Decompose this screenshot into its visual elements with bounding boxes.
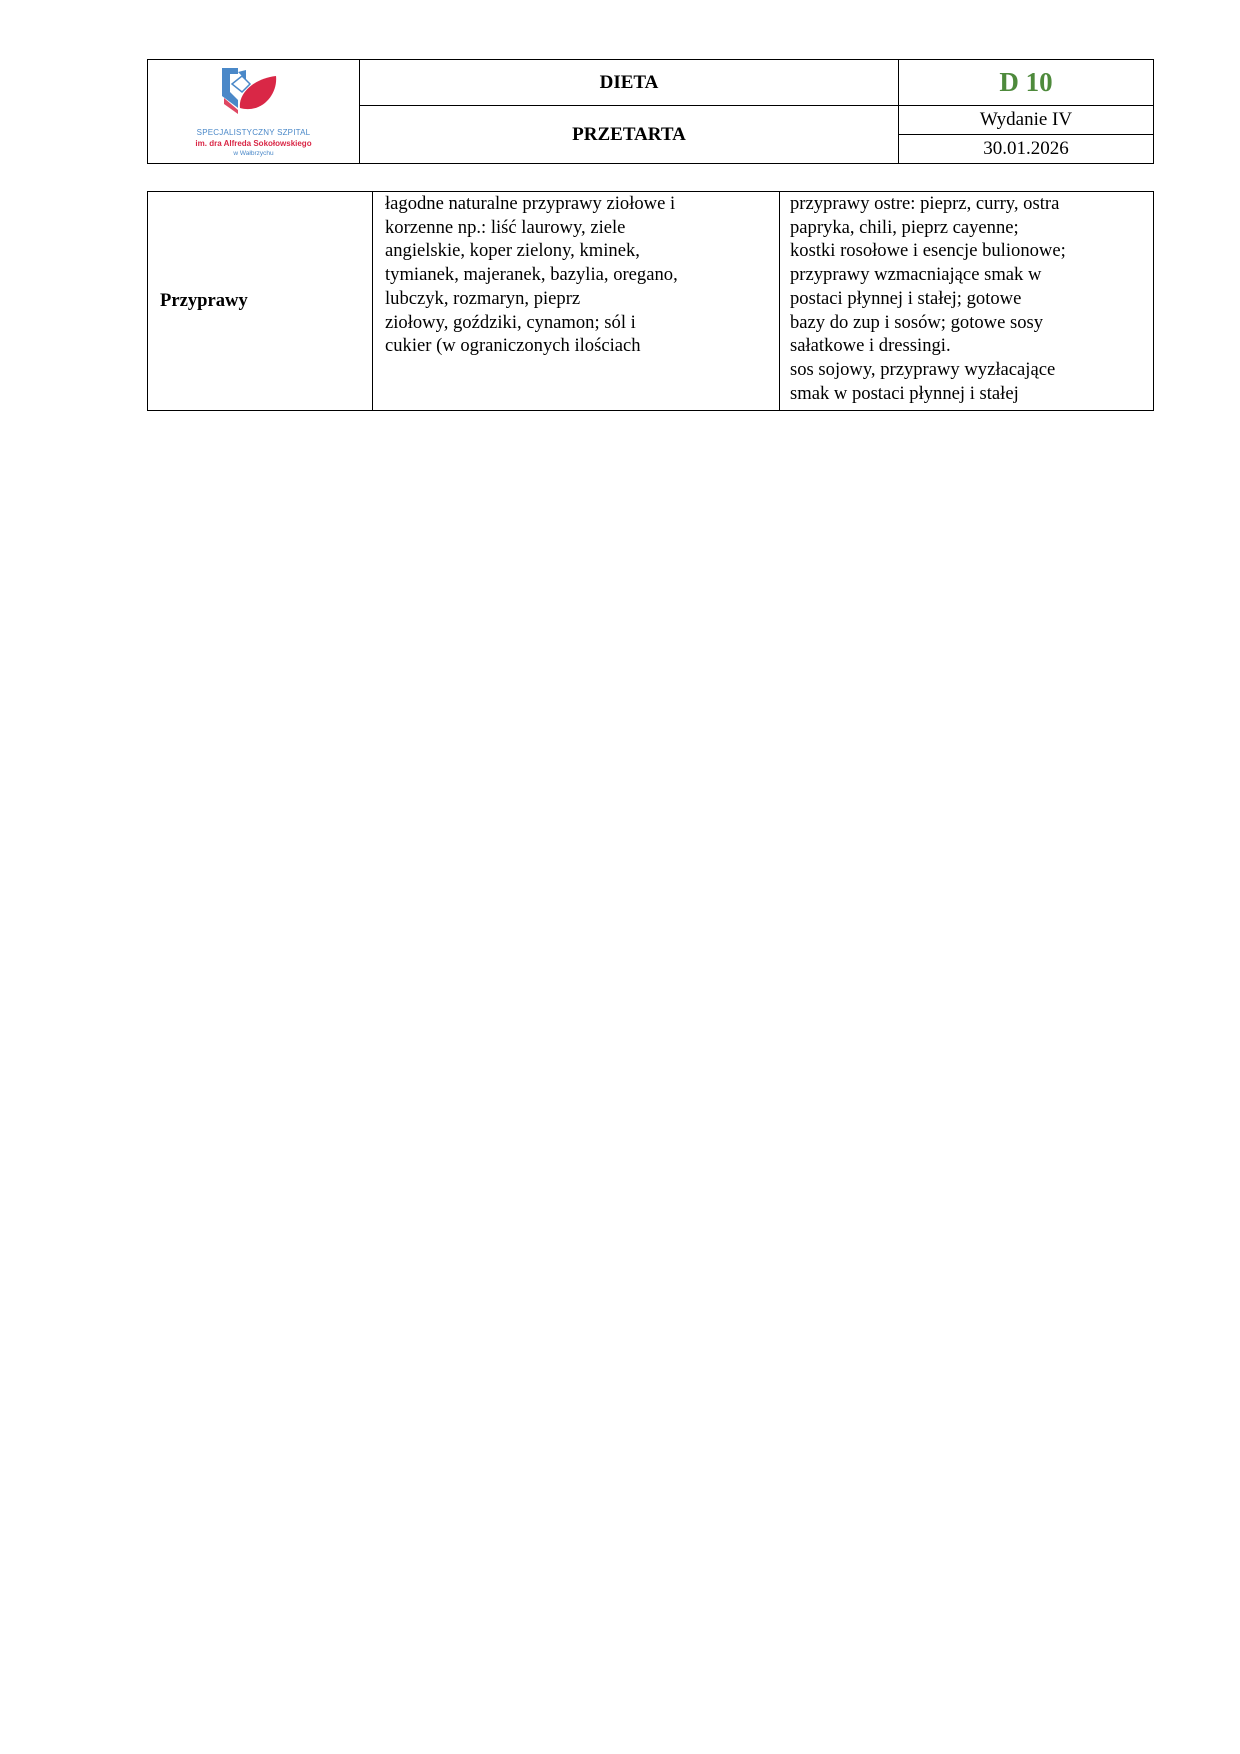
logo-cell <box>148 60 360 164</box>
allowed-line: angielskie, koper zielony, kminek, <box>385 240 640 262</box>
diet-table <box>147 191 1154 411</box>
header-title-bottom: PRZETARTA <box>360 106 899 164</box>
allowed-line: ziołowy, goździki, cynamon; sól i <box>385 311 636 333</box>
logo-line-2: im. dra Alfreda Sokołowskiego <box>195 139 312 148</box>
row-label: Przyprawy <box>148 192 373 411</box>
forbidden-line: postaci płynnej i stałej; gotowe <box>790 287 1022 309</box>
logo-line-3: w Wałbrzychu <box>233 150 274 157</box>
edition-label: Wydanie IV <box>899 106 1154 135</box>
forbidden-line: smak w postaci płynnej i stałej <box>790 382 1019 404</box>
allowed-line: tymianek, majeranek, bazylia, oregano, <box>385 264 678 286</box>
hospital-logo-icon <box>216 66 296 126</box>
forbidden-line: przyprawy wzmacniające smak w <box>790 264 1042 286</box>
logo-line-1: SPECJALISTYCZNY SZPITAL <box>196 128 311 137</box>
forbidden-line: sałatkowe i dressingi. <box>790 335 951 357</box>
hospital-logo <box>148 60 359 163</box>
allowed-cell <box>373 192 780 411</box>
allowed-line: łagodne naturalne przyprawy ziołowe i <box>385 193 676 214</box>
diet-code: D 10 <box>899 60 1154 106</box>
header-title-top: DIETA <box>360 60 899 106</box>
allowed-line: korzenne np.: liść laurowy, ziele <box>385 216 626 238</box>
forbidden-line: papryka, chili, pieprz cayenne; <box>790 216 1019 238</box>
forbidden-line: przyprawy ostre: pieprz, curry, ostra <box>790 193 1060 214</box>
forbidden-line: sos sojowy, przyprawy wyzłacające <box>790 358 1056 380</box>
forbidden-line: bazy do zup i sosów; gotowe sosy <box>790 311 1044 333</box>
forbidden-cell <box>780 192 1154 411</box>
allowed-line: cukier (w ograniczonych ilościach <box>385 335 641 357</box>
forbidden-line: kostki rosołowe i esencje bulionowe; <box>790 240 1066 262</box>
document-header <box>147 59 1154 164</box>
edition-date: 30.01.2026 <box>899 135 1154 164</box>
table-row <box>148 192 1154 411</box>
allowed-line: lubczyk, rozmaryn, pieprz <box>385 287 581 309</box>
